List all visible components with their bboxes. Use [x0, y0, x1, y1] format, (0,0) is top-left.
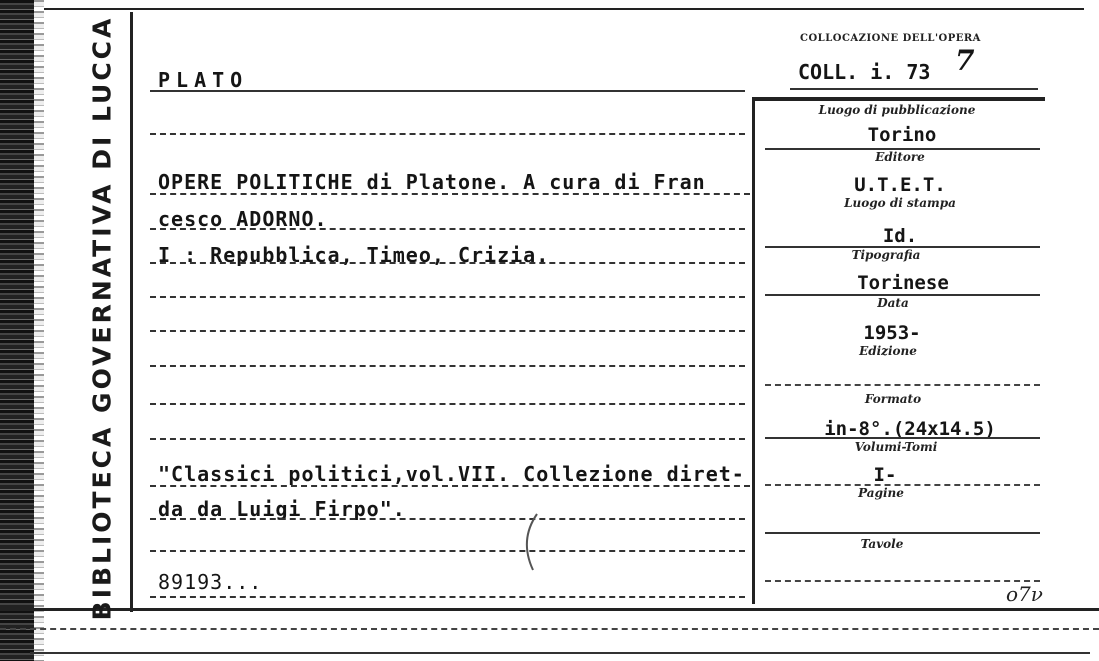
formato-label: Formato — [864, 392, 922, 406]
blank-rule-2 — [150, 296, 745, 298]
handwritten-note: o7ν — [1006, 582, 1043, 606]
blank-rule-7 — [150, 550, 745, 552]
card-bottom-border — [0, 608, 1099, 611]
blank-rule-4 — [150, 365, 745, 367]
luogo-pubblicazione-label: Luogo di pubblicazione — [818, 103, 976, 117]
pagine-label: Pagine — [858, 486, 904, 500]
author-heading: PLATO — [158, 68, 249, 92]
title-rule-2 — [150, 228, 745, 230]
luogo-stampa-label: Luogo di stampa — [844, 196, 956, 210]
editore-value: U.T.E.T. — [854, 174, 946, 196]
margin-rule — [130, 12, 133, 612]
collocation-rule — [790, 88, 1038, 90]
luogo-stampa-value: Id. — [882, 225, 918, 247]
edizione-rule — [765, 384, 1040, 386]
volumi-value: I- — [873, 464, 897, 486]
series-rule-2 — [150, 518, 745, 520]
inventory-number: 89193... — [158, 570, 263, 594]
collocation-value: COLL. i. 73 — [798, 60, 931, 84]
edizione-label: Edizione — [859, 344, 917, 358]
author-rule — [150, 90, 745, 92]
title-rule-3 — [150, 262, 745, 264]
pencil-mark — [515, 512, 545, 572]
tipografia-label: Tipografia — [851, 248, 921, 262]
tipografia-value: Torinese — [857, 272, 949, 294]
library-name-vertical: BIBLIOTECA GOVERNATIVA DI LUCCA — [87, 15, 117, 621]
blank-rule-5 — [150, 403, 745, 405]
tavole-label: Tavole — [860, 537, 904, 551]
collocation-handwritten: 7 — [955, 44, 975, 77]
volumi-label: Volumi-Tomi — [854, 440, 938, 454]
editore-label: Editore — [875, 150, 925, 164]
data-value: 1953- — [863, 322, 921, 344]
series-line-2: da da Luigi Firpo". — [158, 497, 406, 521]
pagine-rule — [765, 532, 1040, 534]
collocation-header: COLLOCAZIONE DELL'OPERA — [800, 33, 981, 44]
scan-bottom-dashed — [0, 628, 1099, 632]
blank-rule-1 — [150, 133, 745, 135]
title-line-3: I : Repubblica, Timeo, Crizia. — [158, 243, 550, 267]
inventory-rule — [150, 596, 745, 598]
scan-edge-left-inner — [34, 0, 44, 661]
data-label: Data — [877, 296, 909, 310]
title-rule-1 — [150, 193, 750, 195]
blank-rule-3 — [150, 330, 745, 332]
series-line-1: "Classici politici,vol.VII. Collezione diret- — [158, 462, 745, 486]
title-line-1: OPERE POLITICHE di Platone. A cura di Fran — [158, 170, 706, 194]
series-rule-1 — [150, 485, 750, 487]
blank-rule-6 — [150, 438, 745, 440]
formato-value: in-8°.(24x14.5) — [824, 418, 996, 440]
scan-bottom-line — [30, 652, 1090, 654]
formato-rule — [765, 437, 1040, 439]
luogo-pubblicazione-value: Torino — [867, 124, 937, 146]
card-top-border — [44, 8, 1084, 10]
scan-edge-left — [0, 0, 34, 661]
tavole-rule — [765, 580, 1040, 582]
title-line-2: cesco ADORNO. — [158, 207, 328, 231]
